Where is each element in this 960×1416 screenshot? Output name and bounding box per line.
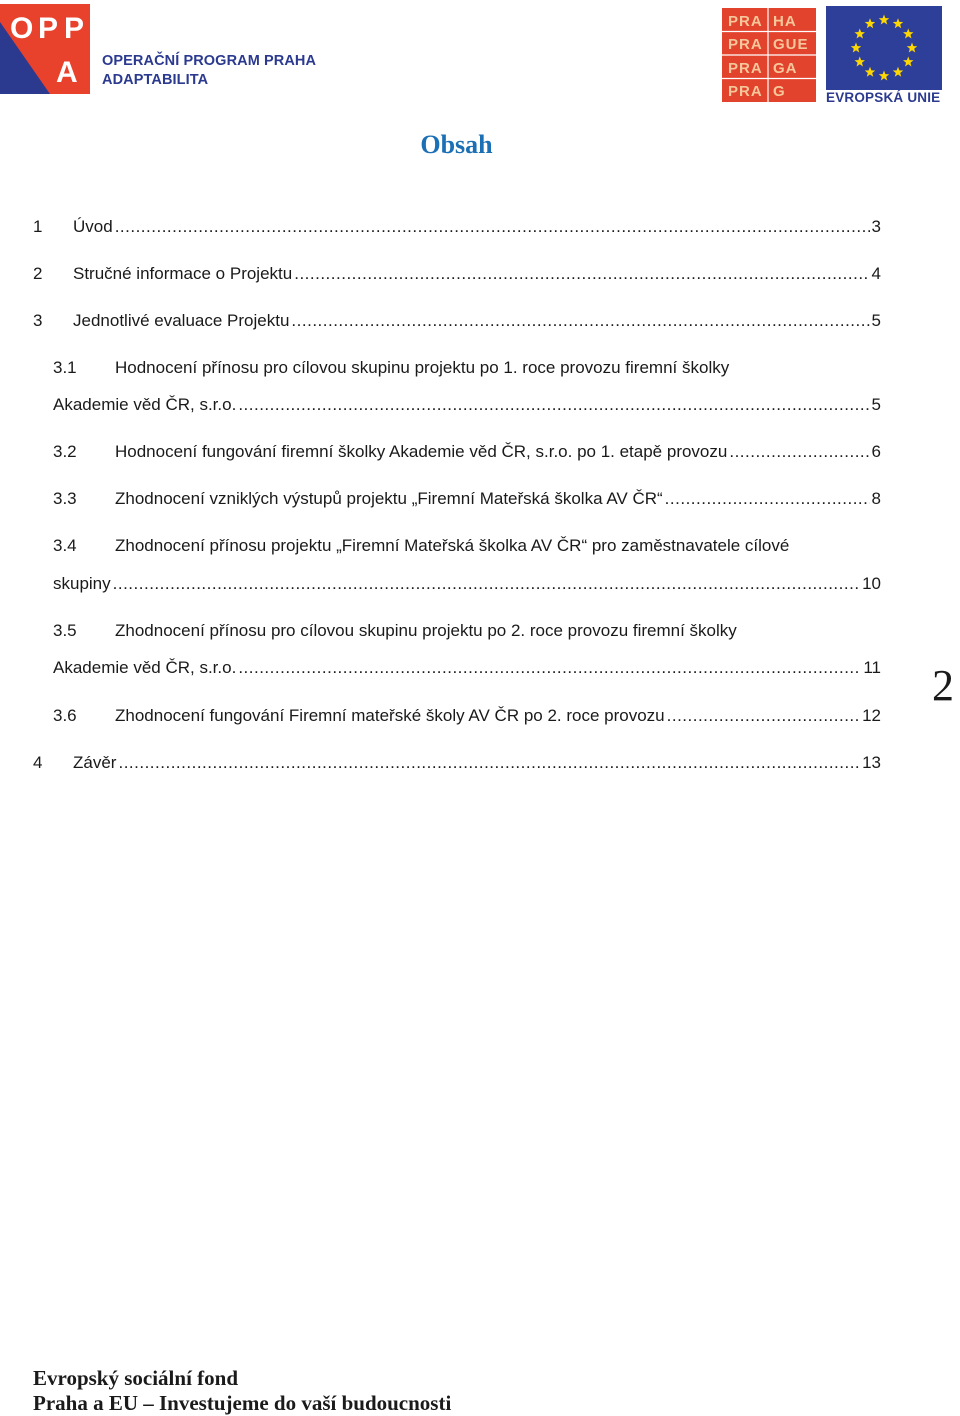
toc-leader-dots [118,752,860,774]
toc-entry-page: 8 [871,489,881,508]
opp-letter-p1: P [38,12,59,45]
toc-leader-dots [665,488,870,510]
toc-entry-number: 3.3 [53,489,77,508]
toc-entry-number: 3.6 [53,706,77,725]
toc-entry-number: 2 [33,264,43,283]
toc-entry-page: 11 [863,658,881,677]
toc-leader-dots [113,573,860,595]
toc-entry-number: 3.1 [53,358,77,377]
page-number: 2 [932,661,954,710]
praha-row3-right: GA [773,60,798,77]
toc-leader-dots [294,263,869,285]
toc-entry-number: 3 [33,311,43,330]
toc-entry-number: 3.5 [53,621,77,640]
toc-leader-dots [115,216,870,238]
opp-letter-o: O [10,12,34,45]
opp-logo-block [0,4,330,96]
toc-entry-page: 5 [871,395,881,414]
partner-logos [722,6,944,106]
toc-entry-label: Stručné informace o Projektu [73,264,293,283]
toc-entry-number: 3.2 [53,442,77,461]
toc-entry-2[interactable] [73,263,881,285]
program-line2: ADAPTABILITA [102,72,209,88]
toc-leader-dots [291,310,869,332]
toc-entry-number: 1 [33,217,43,236]
toc-entry-label-line1[interactable]: Zhodnocení přínosu projektu „Firemní Mateřská školka AV ČR“ pro zaměstnavatele cílové [115,536,790,555]
toc-entry-3-4[interactable] [53,573,881,595]
toc-entry-4[interactable] [73,752,881,774]
eu-label: EVROPSKÁ UNIE [826,90,941,105]
program-line1: OPERAČNÍ PROGRAM PRAHA [102,53,317,69]
praha-row3-left: PRA [728,60,763,77]
toc-entry-3[interactable] [73,310,881,332]
toc-entry-label-line2: Akademie věd ČR, s.r.o. [53,658,237,677]
toc-leader-dots [238,394,869,416]
toc-entry-number: 3.4 [53,536,77,555]
toc-entry-page: 5 [871,311,881,330]
toc-entry-label-line1[interactable]: Hodnocení přínosu pro cílovou skupinu projektu po 1. roce provozu firemní školky [115,358,730,377]
footer [33,1366,451,1416]
praha-row2-right: GUE [773,36,809,53]
toc-entry-label-line1[interactable]: Zhodnocení přínosu pro cílovou skupinu projektu po 2. roce provozu firemní školky [115,621,737,640]
toc-entry-1[interactable] [73,216,881,238]
toc-entry-page: 6 [871,442,881,461]
toc-entry-label: Hodnocení fungování firemní školky Akademie věd ČR, s.r.o. po 1. etapě provozu [115,442,728,461]
toc-leader-dots [729,441,869,463]
praha-row4-left: PRA [728,83,763,100]
toc-entry-label: Zhodnocení fungování Firemní mateřské školy AV ČR po 2. roce provozu [115,706,665,725]
toc-entry-label: Zhodnocení vzniklých výstupů projektu „Firemní Mateřská školka AV ČR“ [115,489,663,508]
opp-letter-a: A [56,56,78,89]
toc-leader-dots [667,705,860,727]
toc-entry-label: Závěr [73,753,117,772]
praha-row1-left: PRA [728,13,763,30]
toc-entry-number: 4 [33,753,43,772]
toc-entry-3-3[interactable] [115,488,881,510]
toc-entry-page: 12 [862,706,881,725]
praha-row2-left: PRA [728,36,763,53]
toc-entry-label: Úvod [73,217,113,236]
eu-flag-icon [826,6,942,90]
toc-entry-page: 10 [862,574,881,593]
toc-entry-3-6[interactable] [115,705,881,727]
opp-letter-p2: P [64,12,85,45]
praha-row1-right: HA [773,13,797,30]
toc-entry-page: 4 [871,264,881,283]
toc-title: Obsah [420,130,493,159]
toc-entry-3-2[interactable] [115,441,881,463]
footer-line1: Evropský sociální fond [33,1366,239,1390]
toc-entry-label-line2: Akademie věd ČR, s.r.o. [53,395,237,414]
footer-line2: Praha a EU – Investujeme do vaší budoucnosti [33,1391,452,1415]
toc-entry-page: 3 [871,217,881,236]
toc-entry-3-1[interactable] [53,394,881,416]
toc-entry-page: 13 [862,753,881,772]
toc-entry-3-5[interactable] [53,657,881,679]
toc-entry-label: Jednotlivé evaluace Projektu [73,311,290,330]
praha-row4-right: G [773,83,786,100]
opp-logo [0,4,90,94]
toc-entry-label-line2: skupiny [53,574,111,593]
toc-leader-dots [238,657,861,679]
praha-logo [722,8,816,102]
program-name [102,52,316,90]
